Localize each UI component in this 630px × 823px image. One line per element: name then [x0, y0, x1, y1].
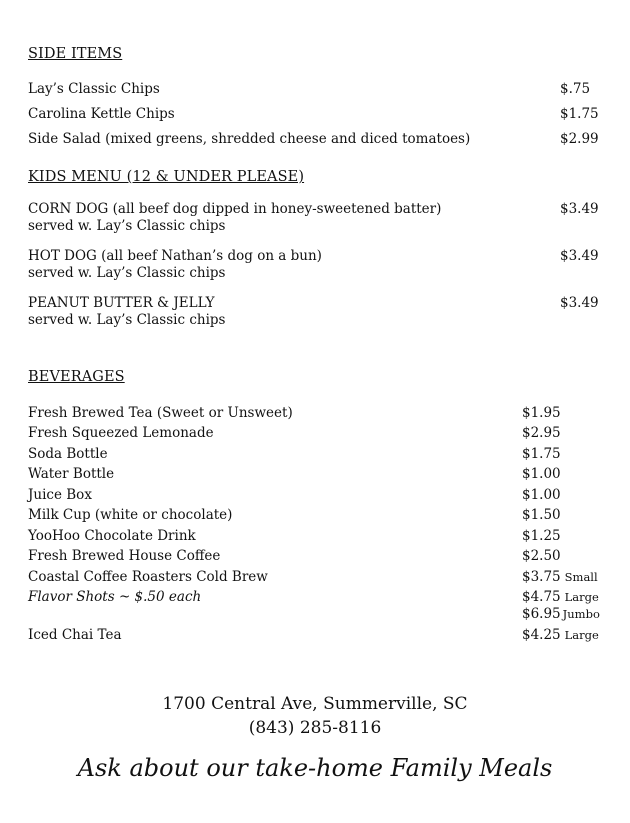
kids-menu-heading: KIDS MENU (12 & UNDER PLEASE) [28, 169, 305, 185]
beverage-price: $1.50 [522, 507, 561, 523]
beverage-price: $1.95 [522, 405, 561, 421]
beverage-price-with-size [522, 627, 599, 644]
kids-item-note: served w. Lay’s Classic chips [28, 312, 226, 328]
beverage-name: Soda Bottle [28, 446, 108, 462]
beverage-price-with-size [522, 606, 600, 623]
beverage-name: Coastal Coffee Roasters Cold Brew [28, 569, 268, 585]
beverage-size: Small [564, 570, 598, 584]
kids-item-note: served w. Lay’s Classic chips [28, 218, 226, 234]
beverage-price-with-size [522, 569, 598, 586]
side-item-name: Side Salad (mixed greens, shredded cheese and diced tomatoes) [28, 131, 471, 147]
kids-item-price: $3.49 [560, 248, 599, 264]
beverage-price: $2.95 [522, 425, 561, 441]
beverage-price: $1.00 [522, 487, 561, 503]
side-items-heading: SIDE ITEMS [28, 46, 123, 62]
side-item-price: $2.99 [560, 131, 599, 147]
family-meals-tagline: Ask about our take-home Family Meals [77, 754, 553, 782]
side-item-name: Lay’s Classic Chips [28, 81, 160, 97]
beverage-price: $6.95 [522, 606, 561, 622]
side-item-price: $1.75 [560, 106, 599, 122]
beverage-name: Water Bottle [28, 466, 115, 482]
beverage-name: Fresh Brewed Tea (Sweet or Unsweet) [28, 405, 293, 421]
side-item-name: Carolina Kettle Chips [28, 106, 175, 122]
beverage-name: Milk Cup (white or chocolate) [28, 507, 233, 523]
kids-item-price: $3.49 [560, 295, 599, 311]
beverage-price: $4.25 [522, 627, 561, 643]
kids-item-note: served w. Lay’s Classic chips [28, 265, 226, 281]
beverage-price: $4.75 [522, 589, 561, 605]
beverage-name: Fresh Brewed House Coffee [28, 548, 221, 564]
beverage-name: Fresh Squeezed Lemonade [28, 425, 214, 441]
beverage-size: Large [564, 628, 599, 642]
kids-item-name: CORN DOG (all beef dog dipped in honey-sweetened batter) [28, 201, 442, 217]
kids-item-price: $3.49 [560, 201, 599, 217]
beverage-name: Iced Chai Tea [28, 627, 122, 643]
side-item-price: $.75 [560, 81, 591, 97]
beverage-name: Juice Box [28, 487, 92, 503]
beverage-price: $2.50 [522, 548, 561, 564]
kids-item-name: HOT DOG (all beef Nathan’s dog on a bun) [28, 248, 322, 264]
beverage-name: YooHoo Chocolate Drink [28, 528, 196, 544]
phone-number: (843) 285-8116 [248, 718, 382, 738]
kids-item-name: PEANUT BUTTER & JELLY [28, 295, 215, 311]
beverage-price-with-size [522, 589, 599, 606]
address: 1700 Central Ave, Summerville, SC [162, 694, 468, 714]
beverage-price: $1.75 [522, 446, 561, 462]
beverage-price: $1.00 [522, 466, 561, 482]
flavor-shots-note: Flavor Shots ~ $.50 each [28, 589, 202, 605]
beverage-price: $1.25 [522, 528, 561, 544]
beverage-size: Jumbo [562, 607, 600, 621]
beverage-size: Large [564, 590, 599, 604]
beverage-price: $3.75 [522, 569, 561, 585]
beverages-heading: BEVERAGES [28, 369, 125, 385]
